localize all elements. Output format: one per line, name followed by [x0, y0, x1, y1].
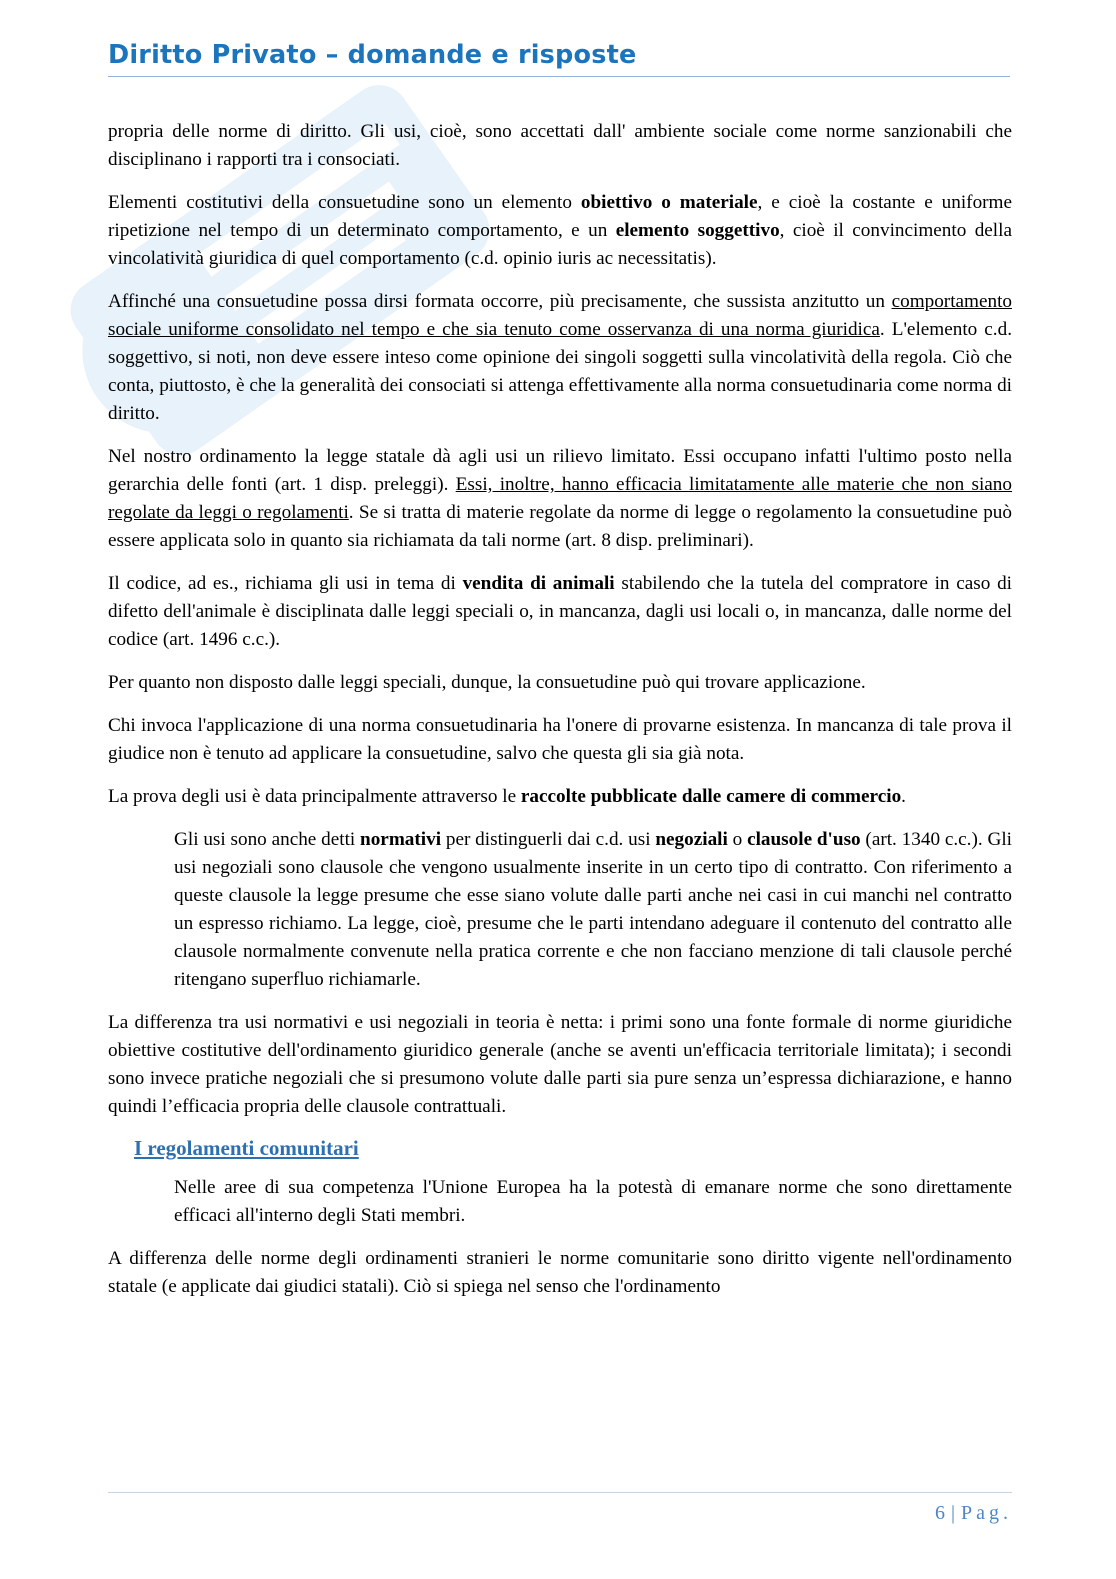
text-run: , e cioè la costante e uniforme ripetizione nel tempo di un determinato comportamento, e un	[108, 192, 1012, 241]
bold-text: elemento soggettivo	[615, 220, 780, 241]
text-run: Nelle aree di sua competenza l'Unione Europea ha la potestà di emanare norme che sono direttamente efficaci all'interno degli Stati membri.	[174, 1177, 1012, 1226]
underlined-text: comportamento sociale uniforme consolidato nel tempo e che sia tenuto come osservanza di una norma giuridica	[108, 291, 1012, 340]
footer-separator: |	[950, 1502, 955, 1524]
text-run: La differenza tra usi normativi e usi negoziali in teoria è netta: i primi sono una fonte formale di norme giuridiche obiettive costitutive dell'ordinamento giuridico generale (anche se aventi un'efficacia territoriale limitata); i secondi sono invece pratiche negoziali che si presumono volute dalle parti sia pure senza un’espressa dichiarazione, e hanno quindi l’efficacia propria delle clausole contrattuali.	[108, 1012, 1012, 1117]
footer-divider	[108, 1492, 1012, 1493]
paragraph	[108, 118, 1012, 174]
paragraph	[108, 570, 1012, 654]
text-run: Elementi costitutivi della consuetudine sono un elemento	[108, 192, 581, 213]
text-run: propria delle norme di diritto. Gli usi, cioè, sono accettati dall' ambiente sociale come norme sanzionabili che disciplinano i rapporti tra i consociati.	[108, 121, 1012, 170]
paragraph	[108, 443, 1012, 555]
page-number: 6	[934, 1502, 945, 1524]
text-run: stabilendo che la tutela del compratore in caso di difetto dell'animale è disciplinata dalle leggi speciali o, in mancanza, dagli usi locali o, in mancanza, dalle norme del codice (art. 1496 c.c.).	[108, 573, 1013, 650]
document-title: Diritto Privato – domande e risposte	[108, 40, 637, 70]
text-run: Affinché una consuetudine possa dirsi formata occorre, più precisamente, che sussista anzitutto un	[108, 291, 892, 312]
section-heading[interactable]: I regolamenti comunitari	[134, 1136, 359, 1160]
indented-paragraph	[174, 826, 1012, 994]
bold-text: raccolte pubblicate dalle camere di commercio	[520, 786, 902, 807]
underlined-text: Essi, inoltre, hanno efficacia limitatamente alle materie che non siano regolate da leggi o regolamenti	[108, 474, 1012, 523]
text-run: .	[901, 786, 906, 807]
text-run: Gli usi sono anche detti	[174, 829, 361, 850]
section-paragraphs	[108, 1174, 1012, 1301]
text-run: Il codice, ad es., richiama gli usi in tema di	[108, 573, 463, 594]
paragraph	[108, 288, 1012, 428]
paragraph	[108, 712, 1012, 768]
page-footer	[935, 1502, 1012, 1525]
body-paragraphs	[108, 118, 1012, 1121]
text-run: . L'elemento c.d. soggettivo, si noti, non deve essere inteso come opinione dei singoli soggetti sulla vincolatività della regola. Ciò che conta, piuttosto, è che la generalità dei consociati si attenga effettivamente alla norma consuetudinaria come norma di diritto.	[108, 319, 1012, 424]
text-run: Per quanto non disposto dalle leggi speciali, dunque, la consuetudine può qui trovare applicazione.	[108, 672, 866, 693]
page-label: Pag.	[961, 1502, 1012, 1524]
text-run: La prova degli usi è data principalmente attraverso le	[108, 786, 521, 807]
text-run: . Se si tratta di materie regolate da norme di legge o regolamento la consuetudine può essere applicata solo in quanto sia richiamata da tali norme (art. 8 disp. preliminari).	[108, 502, 1012, 551]
text-run: , cioè il convincimento della vincolatività giuridica di quel comportamento (c.d. opinio iuris ac necessitatis).	[108, 220, 1012, 269]
document-body	[108, 118, 1012, 1316]
bold-text: clausole d'uso	[747, 829, 861, 850]
bold-text: normativi	[360, 829, 442, 850]
paragraph	[108, 783, 1012, 811]
bold-text: vendita di animali	[462, 573, 615, 594]
text-run: Nel nostro ordinamento la legge statale dà agli usi un rilievo limitato. Essi occupano infatti l'ultimo posto nella gerarchia delle fonti (art. 1 disp. preleggi).	[108, 446, 1012, 495]
bold-text: negoziali	[655, 829, 728, 850]
indented-paragraph	[174, 1174, 1012, 1230]
text-run: o	[727, 829, 748, 850]
text-run: Chi invoca l'applicazione di una norma consuetudinaria ha l'onere di provarne esistenza. In mancanza di tale prova il giudice non è tenuto ad applicare la consuetudine, salvo che questa gli sia già nota.	[108, 715, 1012, 764]
paragraph	[108, 189, 1012, 273]
paragraph	[108, 1245, 1012, 1301]
bold-text: obiettivo o materiale	[580, 192, 758, 213]
text-run: A differenza delle norme degli ordinamenti stranieri le norme comunitarie sono diritto vigente nell'ordinamento statale (e applicate dai giudici statali). Ciò si spiega nel senso che l'ordinamento	[108, 1248, 1012, 1297]
paragraph	[108, 669, 1012, 697]
document-header	[108, 38, 1010, 77]
text-run: (art. 1340 c.c.). Gli usi negoziali sono clausole che vengono usualmente inserite in un certo tipo di contratto. Con riferimento a queste clausole la legge presume che esse siano volute dalle parti anche nei casi in cui manchi nel contratto un espresso richiamo. La legge, cioè, presume che le parti intendano adeguare il contenuto del contratto alle clausole normalmente convenute nella pratica corrente e che non facciano menzione di tali clausole perché ritengano superfluo richiamarle.	[174, 829, 1012, 990]
paragraph	[108, 1009, 1012, 1121]
text-run: per distinguerli dai c.d. usi	[441, 829, 656, 850]
